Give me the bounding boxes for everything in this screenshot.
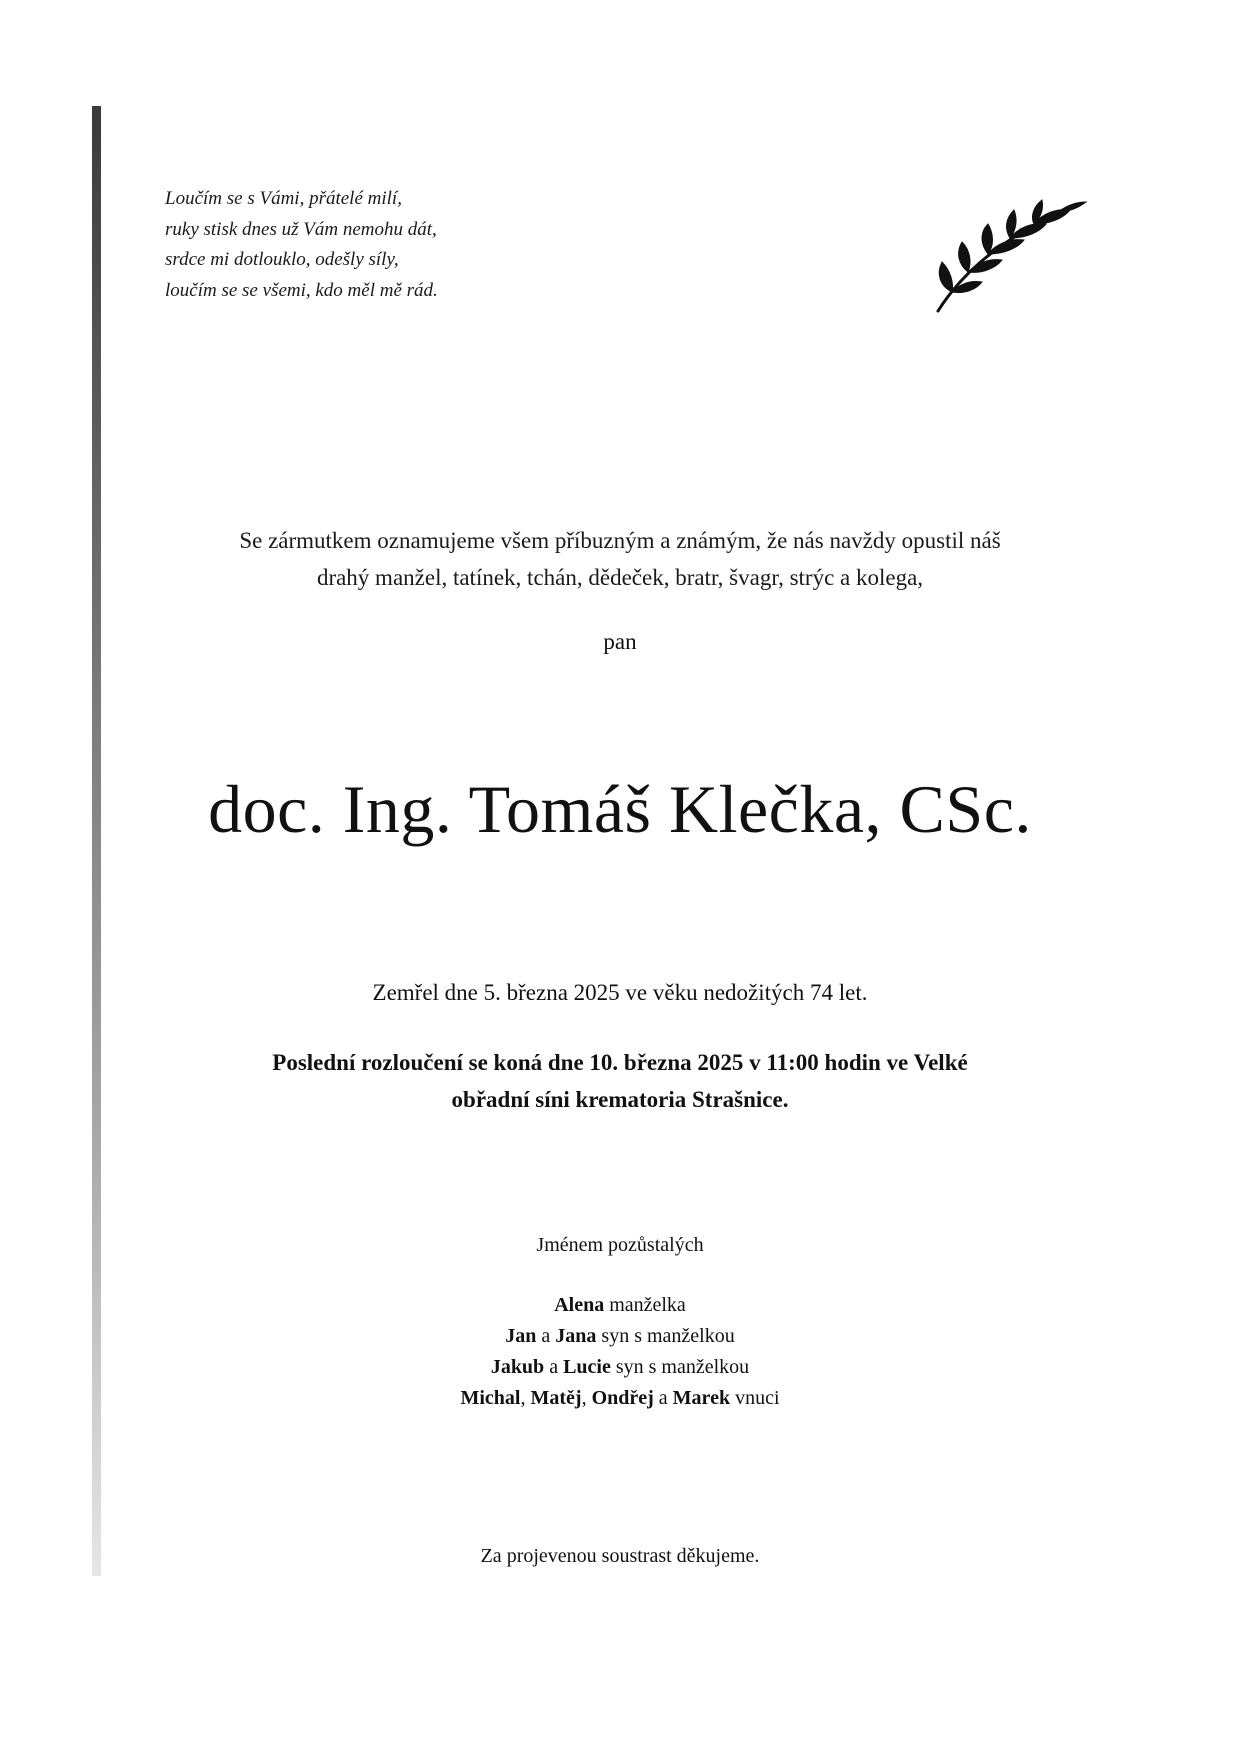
family-name: Marek <box>672 1387 731 1409</box>
family-row <box>120 1383 1120 1414</box>
farewell-poem <box>165 184 438 306</box>
family-name: Lucie <box>563 1356 611 1378</box>
family-relation: vnuci <box>730 1387 780 1409</box>
family-row <box>120 1321 1120 1352</box>
side-border-bar <box>92 106 101 1576</box>
poem-line: srdce mi dotlouklo, odešly síly, <box>165 249 399 270</box>
family-name: Jana <box>555 1325 597 1347</box>
announcement-line: Se zármutkem oznamujeme všem příbuzným a známým, že nás navždy opustil náš <box>239 528 1001 553</box>
name-separator: , <box>581 1387 592 1409</box>
name-separator: a <box>536 1325 556 1347</box>
survivors-title: Jménem pozůstalých <box>536 1234 704 1256</box>
funeral-line: Poslední rozloučení se koná dne 10. března 2025 v 11:00 hodin ve Velké <box>272 1050 968 1075</box>
family-name: Michal <box>460 1387 521 1409</box>
announcement <box>120 522 1120 596</box>
death-notice: Zemřel dne 5. března 2025 ve věku nedožitých 74 let. <box>372 980 868 1005</box>
family-relation: syn s manželkou <box>610 1356 750 1378</box>
family-relation: manželka <box>604 1294 686 1316</box>
announcement-line: drahý manžel, tatínek, tchán, dědeček, bratr, švagr, strýc a kolega, <box>316 565 924 590</box>
family-list <box>120 1290 1120 1414</box>
funeral-line: obřadní síni krematoria Strašnice. <box>451 1087 789 1112</box>
family-relation: syn s manželkou <box>596 1325 735 1347</box>
deceased-name: doc. Ing. Tomáš Klečka, CSc. <box>208 771 1032 847</box>
family-name: Jakub <box>490 1356 545 1378</box>
name-separator: a <box>544 1356 564 1378</box>
family-name: Alena <box>554 1294 605 1316</box>
closing-thanks: Za projevenou soustrast děkujeme. <box>480 1545 760 1567</box>
funeral-info <box>120 1044 1120 1118</box>
poem-line: Loučím se s Vámi, přátelé milí, <box>165 188 402 209</box>
family-row <box>120 1290 1120 1321</box>
poem-line: loučím se se všemi, kdo měl mě rád. <box>165 279 438 301</box>
family-row <box>120 1352 1120 1383</box>
name-separator: , <box>520 1387 531 1409</box>
poem-line: ruky stisk dnes už Vám nemohu dát, <box>165 218 437 240</box>
salutation: pan <box>603 629 637 654</box>
palm-branch-icon <box>930 196 1090 316</box>
family-name: Jan <box>505 1325 537 1347</box>
name-separator: a <box>653 1387 673 1409</box>
family-name: Ondřej <box>591 1387 654 1409</box>
family-name: Matěj <box>530 1387 582 1409</box>
